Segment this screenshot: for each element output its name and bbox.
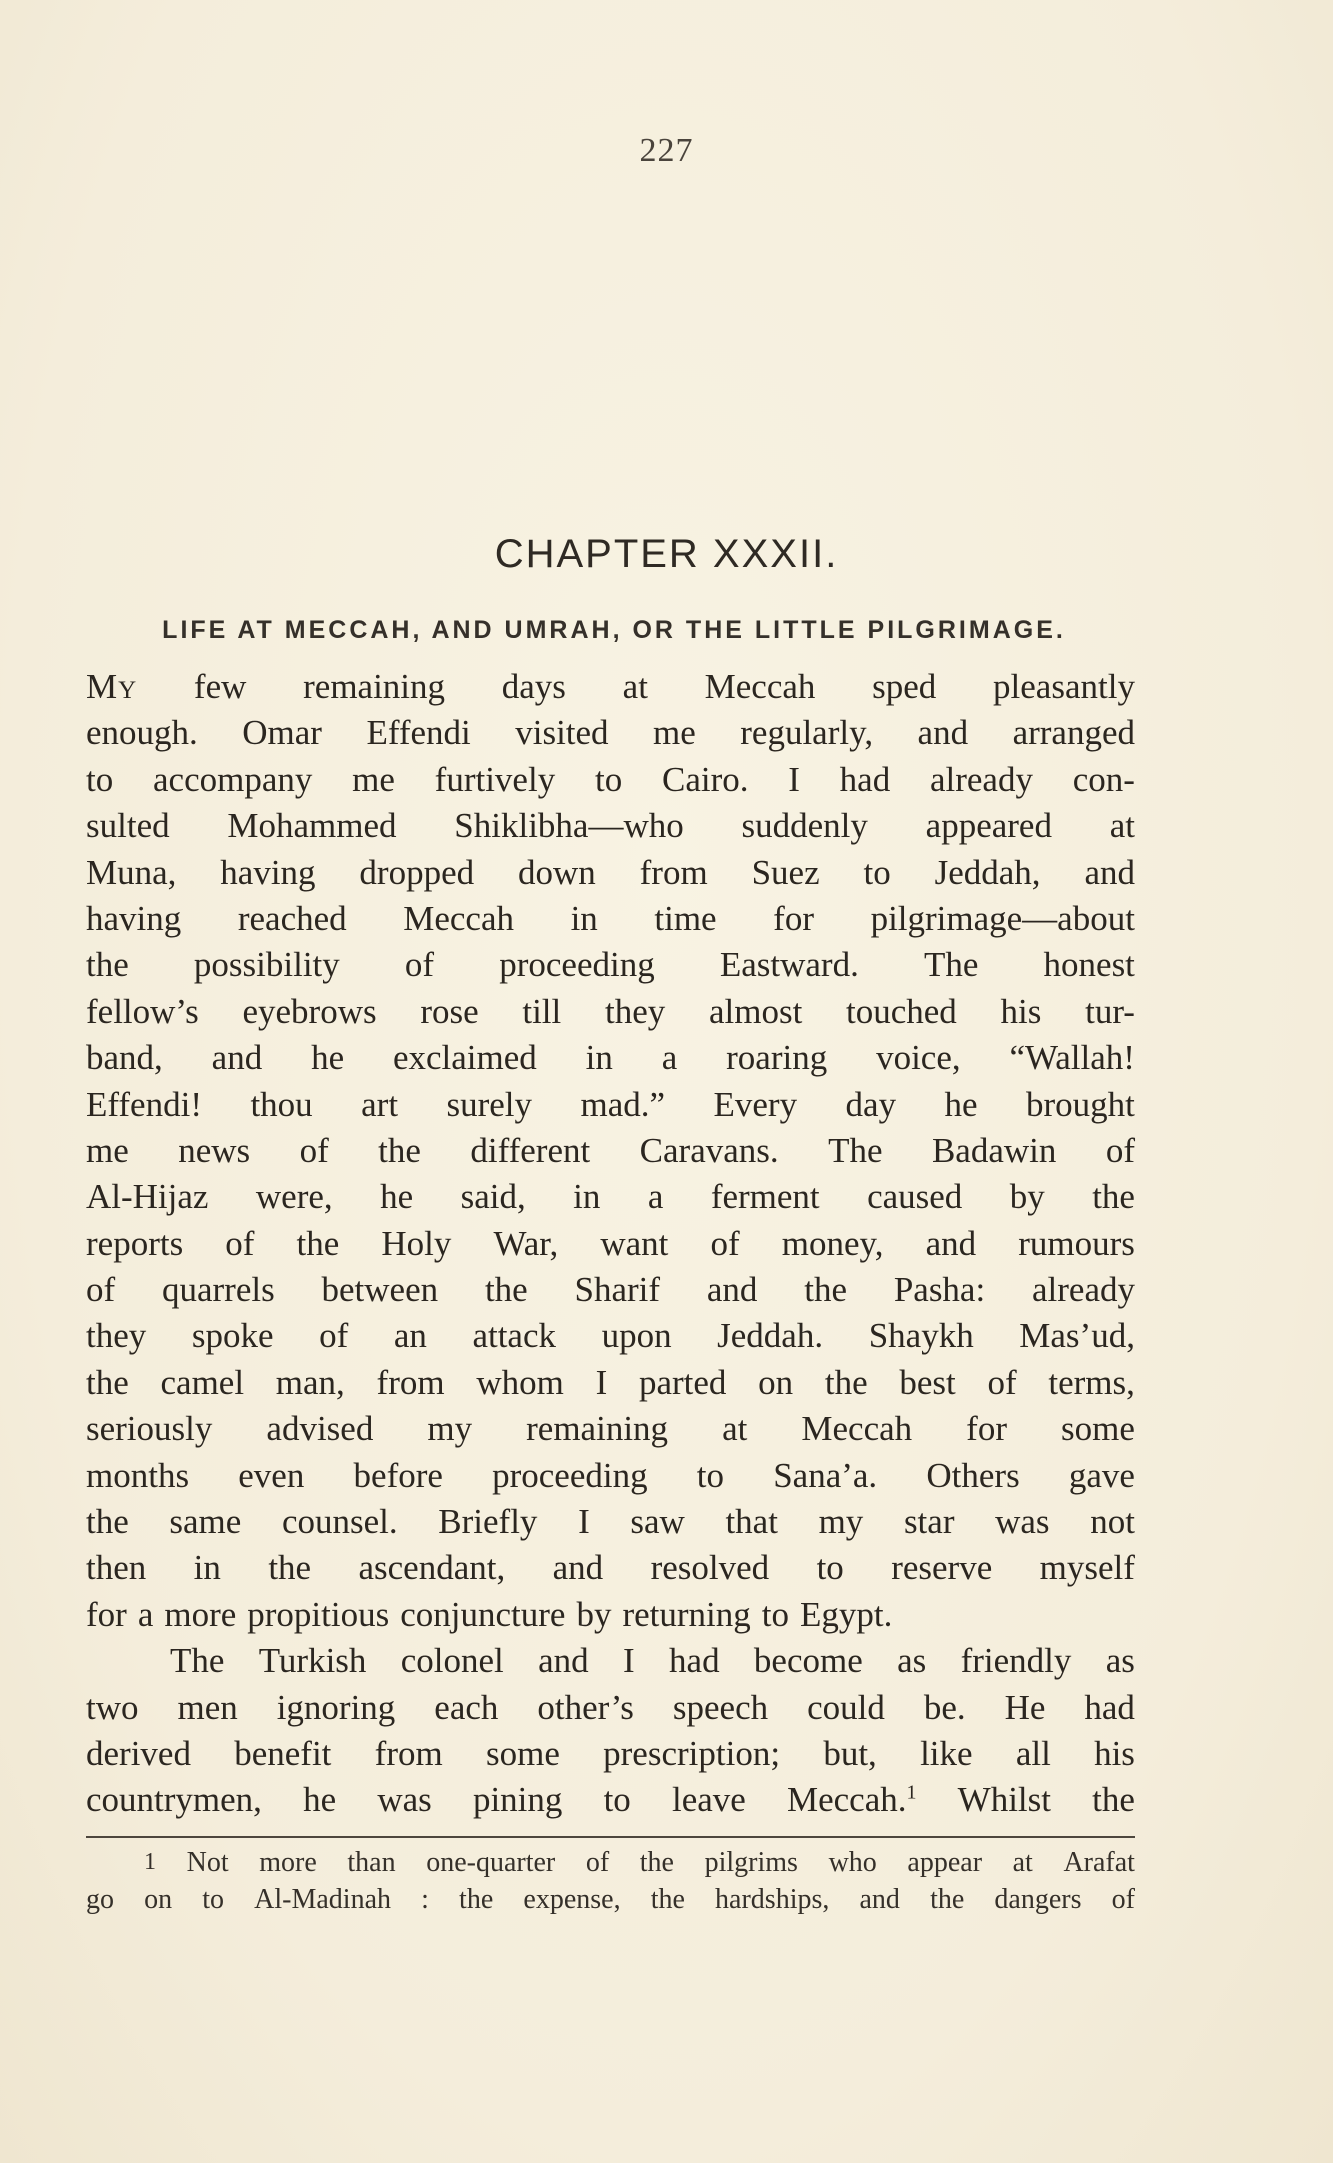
body-line: countrymen, he was pining to leave Meccah.$^1$ Whilst the: [86, 1780, 1135, 1820]
body-line: then in the ascendant, and resolved to reserve myself: [86, 1548, 1135, 1588]
body-line: The Turkish colonel and I had become as friendly as: [170, 1641, 1135, 1681]
body-line: Al-Hijaz were, he said, in a ferment caused by the: [86, 1177, 1135, 1217]
body-line: two men ignoring each other’s speech could be. He had: [86, 1687, 1135, 1727]
body-line: for a more propitious conjuncture by returning to Egypt.: [86, 1594, 893, 1634]
page-number: 227: [639, 132, 694, 169]
body-line: Muna, having dropped down from Suez to Jeddah, and: [86, 852, 1135, 892]
body-line: me news of the different Caravans. The Badawin of: [86, 1130, 1135, 1170]
footnote-divider: [86, 1836, 1135, 1838]
body-line: Effendi! thou art surely mad.” Every day he brought: [86, 1084, 1135, 1124]
footnote-line: go on to Al-Madinah : the expense, the hardships, and the dangers of: [86, 1884, 1135, 1915]
chapter-title: CHAPTER XXXII.: [494, 532, 839, 576]
body-line: seriously advised my remaining at Meccah for some: [86, 1409, 1135, 1449]
body-line: reports of the Holy War, want of money, and rumours: [86, 1223, 1135, 1263]
body-line: they spoke of an attack upon Jeddah. Shaykh Mas’ud,: [86, 1316, 1135, 1356]
body-line: the possibility of proceeding Eastward. The honest: [86, 945, 1135, 985]
body-line: of quarrels between the Sharif and the Pasha: already: [86, 1270, 1135, 1310]
footnote-line: 1 Not more than one-quarter of the pilgrims who appear at Arafat: [144, 1847, 1135, 1878]
body-line: having reached Meccah in time for pilgrimage—about: [86, 898, 1135, 938]
body-text: [86, 664, 1135, 1824]
body-line: the same counsel. Briefly I saw that my star was not: [86, 1502, 1135, 1542]
body-line: the camel man, from whom I parted on the best of terms,: [86, 1362, 1135, 1402]
chapter-subtitle: LIFE AT MECCAH, AND UMRAH, OR THE LITTLE PILGRIMAGE.: [162, 616, 1066, 644]
body-line: sulted Mohammed Shiklibha—who suddenly appeared at: [86, 806, 1135, 846]
body-line: enough. Omar Effendi visited me regularly, and arranged: [86, 713, 1135, 753]
footnotes: [86, 1844, 1135, 1918]
body-line: fellow’s eyebrows rose till they almost touched his tur-: [86, 991, 1135, 1031]
body-line: months even before proceeding to Sana’a. Others gave: [86, 1455, 1135, 1495]
body-line: My few remaining days at Meccah sped pleasantly: [86, 667, 1135, 706]
body-line: derived benefit from some prescription; but, like all his: [86, 1733, 1135, 1773]
body-line: band, and he exclaimed in a roaring voice, “Wallah!: [86, 1038, 1135, 1078]
body-line: to accompany me furtively to Cairo. I had already con-: [86, 759, 1135, 799]
